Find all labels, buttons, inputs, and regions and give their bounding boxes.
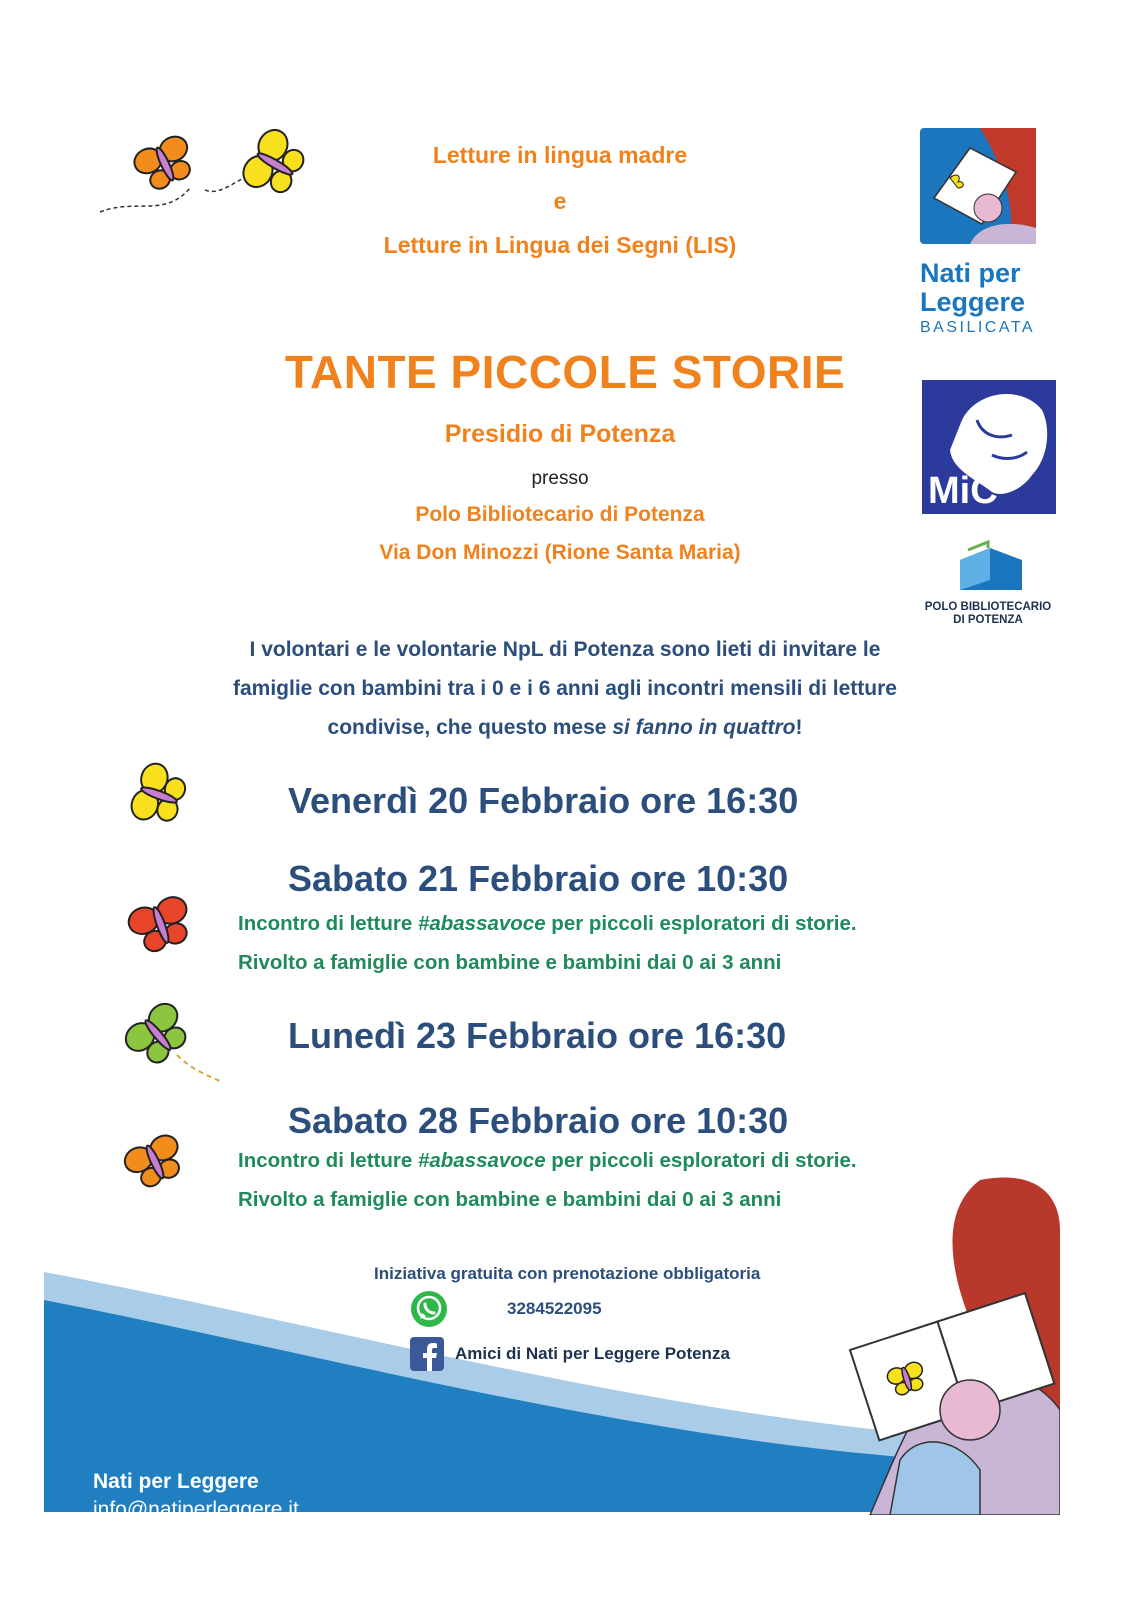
npl-logo-line2: Leggere <box>920 287 1026 317</box>
reading-child-illustration <box>830 1170 1060 1515</box>
footer-org: Nati per Leggere <box>93 1470 259 1493</box>
venue: Polo Bibliotecario di Potenza <box>415 503 705 526</box>
intro-line-3: condivise, che questo mese si fanno in quattro! <box>327 716 803 739</box>
butterfly-icon <box>122 1000 232 1090</box>
footer-contact <box>93 1468 299 1524</box>
npl-logo-line1: Nati per <box>920 258 1021 288</box>
event-desc-4a: Incontro di letture #abassavoce per piccoli esploratori di storie. <box>238 1149 857 1172</box>
footer-email[interactable]: info@natiperleggere.it <box>93 1498 299 1521</box>
butterfly-icon <box>124 760 194 830</box>
butterfly-icon <box>120 1130 190 1194</box>
page-title: TANTE PICCOLE STORIE <box>284 346 846 398</box>
intro-line-2: famiglie con bambini tra i 0 e i 6 anni agli incontri mensili di letture <box>233 677 897 700</box>
address: Via Don Minozzi (Rione Santa Maria) <box>379 541 741 564</box>
npl-logo-region: BASILICATA <box>920 319 1036 336</box>
polo-logo-image <box>948 540 1028 596</box>
npl-logo <box>920 128 1038 337</box>
facebook-page[interactable]: Amici di Nati per Leggere Potenza <box>455 1344 730 1363</box>
polo-logo-line2: DI POTENZA <box>953 614 1023 626</box>
polo-logo-line1: POLO BIBLIOTECARIO <box>924 601 1052 613</box>
npl-logo-image <box>920 128 1036 244</box>
phone-number[interactable]: 3284522095 <box>507 1299 602 1318</box>
butterfly-icon <box>95 128 315 228</box>
mic-logo <box>922 380 1056 514</box>
event-desc-2b: Rivolto a famiglie con bambine e bambini dai 0 ai 3 anni <box>238 951 782 974</box>
polo-logo <box>918 540 1058 627</box>
header-line-2: e <box>553 188 567 214</box>
event-date-1: Venerdì 20 Febbraio ore 16:30 <box>288 780 799 821</box>
event-date-4: Sabato 28 Febbraio ore 10:30 <box>288 1100 789 1141</box>
presso: presso <box>531 468 589 489</box>
butterfly-icon <box>124 890 198 960</box>
intro-text <box>180 630 950 747</box>
mic-logo-text: MiC <box>928 470 998 512</box>
event-date-2: Sabato 21 Febbraio ore 10:30 <box>288 858 789 899</box>
header-line-3: Letture in Lingua dei Segni (LIS) <box>383 232 737 258</box>
whatsapp-icon[interactable] <box>409 1289 449 1329</box>
event-desc-2a: Incontro di letture #abassavoce per piccoli esploratori di storie. <box>238 912 857 935</box>
intro-line-1: I volontari e le volontarie NpL di Potenza sono lieti di invitare le <box>249 638 881 661</box>
header-line-1: Letture in lingua madre <box>432 142 688 168</box>
facebook-icon[interactable] <box>410 1337 444 1371</box>
event-desc-4b: Rivolto a famiglie con bambine e bambini dai 0 ai 3 anni <box>238 1188 782 1211</box>
presidio: Presidio di Potenza <box>444 420 676 448</box>
booking-note: Iniziativa gratuita con prenotazione obbligatoria <box>374 1264 761 1283</box>
event-date-3: Lunedì 23 Febbraio ore 16:30 <box>288 1015 787 1056</box>
